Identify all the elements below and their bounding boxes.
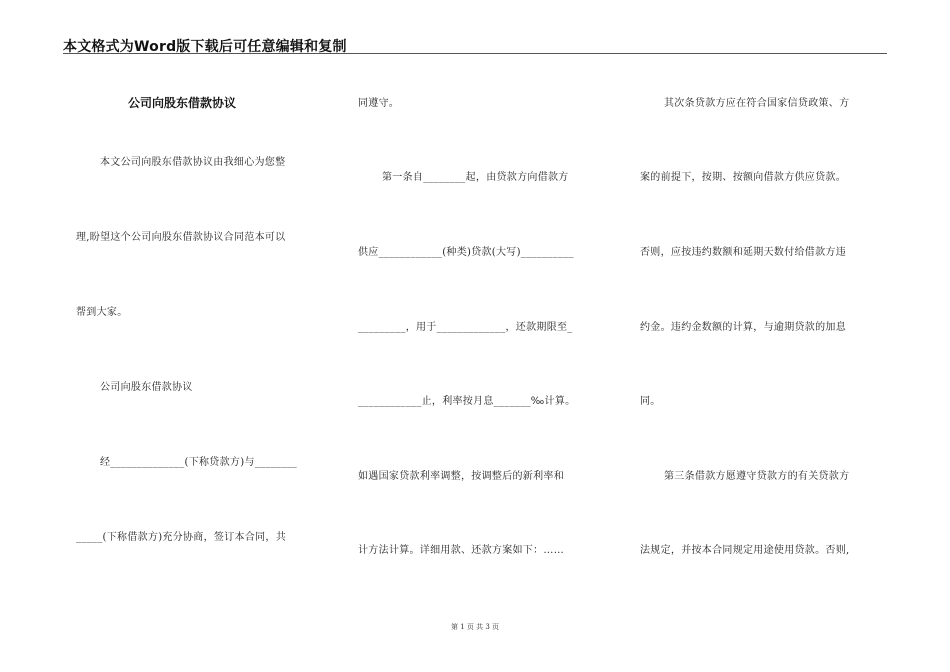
paragraph-line: ____________止，利率按月息_______‰计算。 [358, 396, 576, 407]
paragraph-line: _________，用于_____________，还款期限至_ [358, 322, 573, 333]
paragraph-line: 第三条借款方愿遵守贷款方的有关贷款方 [664, 471, 850, 482]
paragraph-line: 案的前提下，按期、按额向借款方供应贷款。 [640, 172, 846, 183]
paragraph-line: 同。 [640, 396, 661, 407]
document-title: 公司向股东借款协议 [128, 96, 237, 110]
paragraph-line: 第一条自________起，由贷款方向借款方 [382, 172, 569, 183]
paragraph-line: 理,盼望这个公司向股东借款协议合同范本可以 [76, 232, 286, 243]
paragraph-line: 本文公司向股东借款协议由我细心为您整 [100, 157, 286, 168]
paragraph-line: 如遇国家贷款利率调整，按调整后的新利率和 [358, 471, 564, 482]
paragraph-line: 计方法计算。详细用款、还款方案如下：…… [358, 545, 564, 556]
paragraph-line: 同遵守。 [358, 98, 400, 109]
paragraph-line: 帮到大家。 [76, 307, 128, 318]
header-divider [63, 53, 887, 54]
page-indicator: 第 1 页 共 3 页 [450, 623, 500, 631]
section-heading: 公司向股东借款协议 [100, 382, 193, 393]
header-title: 本文格式为Word版下载后可任意编辑和复制 [63, 39, 347, 55]
paragraph-line: 约金。违约金数额的计算，与逾期贷款的加息 [640, 322, 846, 333]
paragraph-line: 供应____________(种类)贷款(大写)__________ [358, 247, 574, 258]
paragraph-line: 法规定，并按本合同规定用途使用贷款。否则, [640, 545, 850, 556]
paragraph-line: 否则，应按违约数额和延期天数付给借款方违 [640, 247, 846, 258]
paragraph-line: 经______________(下称贷款方)与________ [100, 457, 298, 468]
paragraph-line: 其次条贷款方应在符合国家信贷政策、方 [664, 98, 850, 109]
paragraph-line: _____(下称借款方)充分协商，签订本合同，共 [76, 532, 287, 543]
